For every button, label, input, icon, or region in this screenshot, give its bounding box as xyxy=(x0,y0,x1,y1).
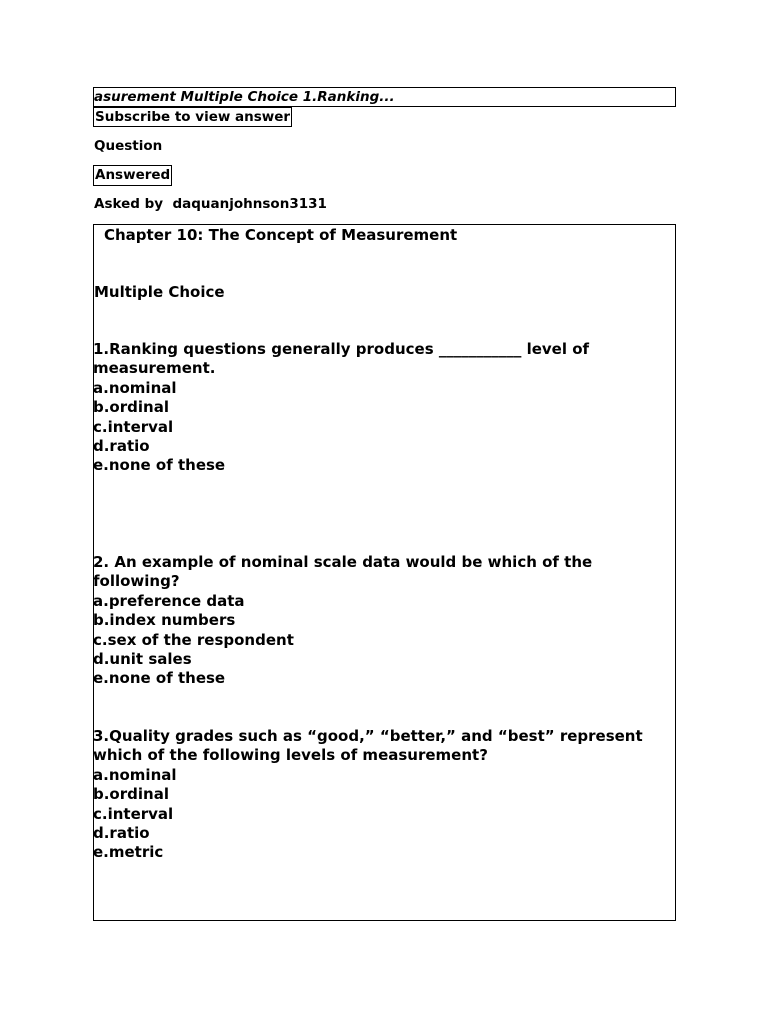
answer-option: a.nominal xyxy=(93,765,177,784)
answer-option: d.ratio xyxy=(93,437,150,456)
status-badge: Answered xyxy=(93,165,172,186)
question-3 xyxy=(93,727,673,863)
question-stem: 1.Ranking questions generally produces ___________ level of xyxy=(93,340,590,358)
question-title-snippet: asurement Multiple Choice 1.Ranking... xyxy=(94,89,395,105)
subscribe-button[interactable]: Subscribe to view answer xyxy=(95,109,291,125)
answer-option: d.ratio xyxy=(93,824,150,843)
question-2 xyxy=(93,553,673,689)
question-title-bar[interactable] xyxy=(93,87,676,107)
question-stem: 2. An example of nominal scale data would be which of the xyxy=(93,553,593,571)
question-stem: measurement. xyxy=(93,359,216,378)
asked-by-user[interactable]: daquanjohnson3131 xyxy=(172,196,327,212)
answer-option: b.index numbers xyxy=(93,611,236,630)
chapter-title: Chapter 10: The Concept of Measurement xyxy=(104,226,458,244)
answer-option: b.ordinal xyxy=(93,785,169,804)
answer-option: c.sex of the respondent xyxy=(93,630,294,649)
question-stem: 3.Quality grades such as “good,” “better,” and “best” represent xyxy=(93,727,643,745)
answer-option: a.nominal xyxy=(93,378,177,397)
answer-option: e.none of these xyxy=(93,456,226,475)
answer-option: c.interval xyxy=(93,804,174,823)
answer-option: d.unit sales xyxy=(93,650,192,669)
section-heading: Multiple Choice xyxy=(94,283,225,301)
asked-by-label: Asked by xyxy=(94,196,164,212)
answer-option: b.ordinal xyxy=(93,398,169,417)
question-label: Question xyxy=(94,138,163,154)
answer-option: a.preference data xyxy=(93,591,245,610)
question-1 xyxy=(93,340,673,476)
answer-option: e.metric xyxy=(93,843,164,862)
question-stem: which of the following levels of measurement? xyxy=(93,746,488,765)
answer-option: e.none of these xyxy=(93,669,226,688)
question-stem: following? xyxy=(93,572,180,591)
asked-by xyxy=(94,196,327,212)
answer-option: c.interval xyxy=(93,417,174,436)
